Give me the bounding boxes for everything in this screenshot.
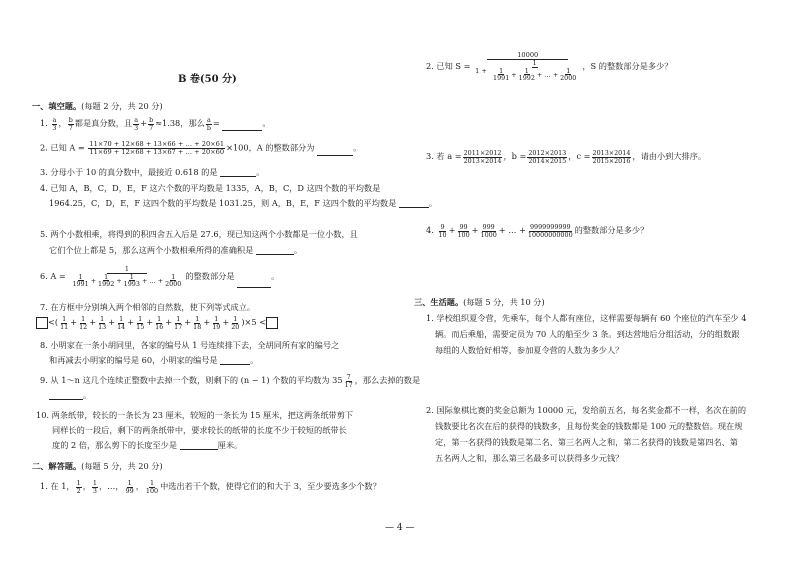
s1-question-10-line-3 xyxy=(52,440,242,450)
question-text: 从 1～n 这几个连续正整数中去掉一个数，则剩下的 (n − 1) 个数的平均数为 35 xyxy=(50,375,343,386)
numerator: 1 xyxy=(195,315,200,323)
s1-question-9 xyxy=(40,374,420,388)
numerator: 1 xyxy=(499,66,504,75)
section-1-heading xyxy=(32,101,163,111)
s2-question-1: 1. 在 1， $\frac{1}{2}$ ， $\frac{1}{3}$ ，…， $\frac{1}{99}$ ， $\frac{1}{100}$ 中选出若干个数，使得它们的和大于 3，至少要选多少个数？ xyxy=(40,479,381,495)
numerator: 1 xyxy=(233,315,238,323)
denominator: 15 xyxy=(136,322,145,331)
numerator: 1 xyxy=(62,315,67,323)
question-text: 已知 A，B，C，D，E，F 这六个数的平均数是 1335，A，B，C，D 这四个数的平均数是 xyxy=(50,183,381,193)
fraction-b-7 xyxy=(68,117,74,131)
numerator: 1 xyxy=(176,315,181,323)
question-text: ×100，A 的整数部分为 xyxy=(226,142,315,153)
page-number: — 4 — xyxy=(385,523,415,533)
reciprocal-terms xyxy=(58,315,241,331)
numerator: 1 xyxy=(127,479,132,487)
question-number: 2. xyxy=(426,61,434,72)
s2-question-3 xyxy=(426,150,706,164)
numerator: 1 xyxy=(76,479,81,487)
s1-question-7 xyxy=(40,302,255,312)
continued-fraction xyxy=(474,52,581,82)
denominator: 2015×2016 xyxy=(592,156,631,165)
question-number: 8. xyxy=(40,340,48,350)
question-text: 两条纸带，较长的一条长为 23 厘米，较短的一条长为 15 厘米，把这两条纸带剪下 xyxy=(51,410,354,420)
numerator: 1 xyxy=(92,479,97,487)
section-1-note: (每题 2 分，共 20 分) xyxy=(81,101,163,111)
numerator: 11×70 + 12×68 + 13×66 + … + 20×61 xyxy=(89,140,225,148)
expression-close: )×5 < xyxy=(241,317,267,328)
s2-question-2 xyxy=(426,52,672,82)
section-2-note: (每题 5 分，共 20 分) xyxy=(81,461,163,471)
denominator: 1000 xyxy=(480,230,497,239)
question-number: 7. xyxy=(40,302,48,312)
plus-sign: + xyxy=(203,317,211,328)
s3-question-2-line-3 xyxy=(435,437,738,447)
plus-sign: + xyxy=(222,317,230,328)
numerator: 1 xyxy=(129,272,134,281)
numerator: 9999999999 xyxy=(529,223,571,231)
question-text: 定，第一名获得的钱数是第二名、第三名两人之和，第二名获得的钱数是第四名、第 xyxy=(435,437,738,447)
fraction-1-99 xyxy=(125,480,135,494)
numerator: 1 xyxy=(566,66,571,75)
denominator: 20 xyxy=(231,322,240,331)
numerator: a xyxy=(134,116,139,124)
expression-open: <( xyxy=(48,317,59,328)
numerator: 9 xyxy=(440,223,445,231)
question-text: A = xyxy=(50,271,66,282)
fraction-1-18 xyxy=(192,316,202,330)
fraction-1-1992 xyxy=(518,68,536,82)
answer-blank[interactable] xyxy=(222,121,262,131)
denominator: 10000000000 xyxy=(527,230,573,239)
numerator: 1 xyxy=(214,315,219,323)
denominator: 19 xyxy=(212,322,221,331)
s3-question-1-line-3 xyxy=(435,345,623,355)
fraction-1-2 xyxy=(76,480,82,494)
denominator: 1991 xyxy=(493,74,510,83)
denominator: 1992 xyxy=(518,74,535,83)
denominator: 1991 xyxy=(72,280,89,289)
question-text: 和再减去小明家的编号是 60，小明家的编号是 xyxy=(49,355,218,365)
ellipsis: + … + xyxy=(141,276,164,285)
section-3-heading xyxy=(414,297,545,307)
s1-question-9-blank-line: 。 xyxy=(49,390,91,400)
fraction-a-b xyxy=(206,117,212,131)
equals-sign: = xyxy=(212,118,220,129)
numerator: b xyxy=(149,116,154,124)
s3-question-1 xyxy=(426,313,746,323)
denominator xyxy=(474,60,581,82)
fraction-1-17 xyxy=(173,316,183,330)
s2-question-4: 4. $\frac{9}{10}$ + $\frac{99}{100}$ + $\frac{999}{1000}$ + … + $\frac{9999999999}{10000000000}$ 的整数部分是多少？ xyxy=(426,223,649,239)
reciprocal-sum-fraction xyxy=(69,266,184,288)
section-3-note: (每题 5 分，共 10 分) xyxy=(463,297,545,307)
fraction-1-16 xyxy=(154,316,164,330)
answer-box-left[interactable] xyxy=(36,317,48,329)
fraction-9-10 xyxy=(437,224,447,238)
numerator: 1 xyxy=(78,272,83,281)
denominator: 7 xyxy=(68,123,73,132)
denominator: 2 xyxy=(76,486,81,495)
plus-sign: + xyxy=(140,118,148,129)
fraction-7-17 xyxy=(344,374,354,388)
plus-sign: + xyxy=(127,317,135,328)
fraction-1-19 xyxy=(211,316,221,330)
fraction-c xyxy=(592,150,632,164)
section-2-heading xyxy=(32,461,163,471)
question-text: ，b = xyxy=(503,151,527,162)
question-text: 五名两人之和，那么第三名最多可以获得多少元钱？ xyxy=(435,453,624,463)
answer-blank[interactable] xyxy=(220,355,250,365)
fraction-1-20 xyxy=(230,316,240,330)
s1-question-10-line-2 xyxy=(52,425,347,435)
numerator: 1 xyxy=(524,66,529,75)
question-text: 已知 S = xyxy=(436,61,471,72)
denominator: $\frac{1}{1991}$ + $\frac{1}{1992}$ + … + $\frac{1}{2000}$ xyxy=(493,66,577,83)
question-text: 都是真分数，且 xyxy=(74,118,133,129)
ellipsis: ，…， xyxy=(98,481,124,492)
s1-question-8 xyxy=(40,340,339,350)
answer-blank[interactable] xyxy=(49,390,83,400)
s1-question-1: 1. $\frac{a}{3}$ ， $\frac{b}{7}$ 都是真分数，且 $\frac{a}{3}$ + $\frac{b}{7}$ ≈1.38，那么 $\frac{a}{b}$ = 。 xyxy=(40,116,271,132)
question-text: 中选出若干个数，使得它们的和大于 3，至少要选多少个数？ xyxy=(160,481,381,492)
question-number: 4. xyxy=(40,183,48,193)
question-number: 3. xyxy=(40,167,48,177)
question-text: 小明家在一条小胡同里，各家的编号从 1 号连续排下去，全胡同所有家的编号之 xyxy=(50,340,340,350)
question-number: 5. xyxy=(40,229,48,239)
fraction-1-12 xyxy=(78,316,88,330)
ellipsis: + … + xyxy=(498,225,526,236)
numerator: 1 xyxy=(157,315,162,323)
question-text: 国际象棋比赛的奖金总额为 10000 元，发给前五名，每名奖金都不一样，名次在前的 xyxy=(436,405,747,415)
inner-fraction xyxy=(490,60,579,82)
fraction-1-2000 xyxy=(559,68,577,82)
numerator: b xyxy=(68,116,73,124)
question-text: 分母小于 10 的真分数中，最接近 0.618 的是 xyxy=(50,167,218,177)
denominator: 12 xyxy=(79,322,88,331)
denominator: 11×69 + 12×68 + 13×67 + … + 20×60 xyxy=(89,147,225,156)
denominator: 99 xyxy=(125,486,134,495)
numerator: 1 xyxy=(100,315,105,323)
question-number: 9. xyxy=(40,375,48,386)
numerator: 1 xyxy=(119,315,124,323)
fraction-1-1991 xyxy=(492,68,510,82)
fraction-1-1992 xyxy=(97,274,115,288)
fraction-1-2000 xyxy=(164,274,182,288)
numerator: 1 xyxy=(149,479,155,487)
denominator: 11 xyxy=(60,322,69,331)
question-text: 同样长的一段后，剩下的两条纸带中，要求较长的纸带的长度不少于较短的纸带长 xyxy=(52,425,347,435)
question-text: 已知 A = xyxy=(50,142,85,153)
numerator: 2011×2012 xyxy=(463,149,502,157)
question-number: 2. xyxy=(40,142,48,153)
question-text: 它们个位上都是 5，那么这两个小数相乘所得的准确积是 xyxy=(49,245,254,255)
fraction-1-15 xyxy=(135,316,145,330)
question-text: 的整数部分是 xyxy=(185,271,235,282)
question-number: 2. xyxy=(426,405,434,415)
answer-blank[interactable] xyxy=(180,440,218,450)
denominator: 10 xyxy=(438,230,447,239)
numerator: 1 xyxy=(138,315,143,323)
numerator: 10000 xyxy=(487,52,568,60)
fraction-1-11 xyxy=(59,316,69,330)
fraction-1-100 xyxy=(145,480,159,494)
section-3-label: 三、生活题。 xyxy=(414,297,464,307)
denominator: 1993 xyxy=(123,280,140,289)
question-number: 4. xyxy=(426,225,434,236)
question-text: 学校组织夏令营，先乘车，每个人都有座位，这样需要每辆有 60 个座位的汽车至少 4 xyxy=(436,313,747,323)
denominator: $\frac{1}{1991}$ + $\frac{1}{1992}$ + $\frac{1}{1993}$ + … + $\frac{1}{2000}$ xyxy=(72,272,182,289)
question-text: ，c = xyxy=(568,151,591,162)
s1-question-6: 6. A = 1 $\frac{1}{1991}$ + $\frac{1}{1992}$ + $\frac{1}{1993}$ + … + $\frac{1}{2000}$ 的整数部分是 。 xyxy=(40,265,280,289)
plus-sign: + xyxy=(89,317,97,328)
one-plus: 1 + xyxy=(475,67,487,75)
numerator: 7 xyxy=(346,373,351,381)
fraction-1-13 xyxy=(97,316,107,330)
question-text: ，S 的整数部分是多少？ xyxy=(582,61,673,72)
section-2-label: 二、解答题。 xyxy=(32,461,82,471)
numerator: a xyxy=(52,116,57,124)
question-text: ≈1.38，那么 xyxy=(155,118,205,129)
s3-question-1-line-2 xyxy=(435,329,739,339)
unit-text: 厘米。 xyxy=(217,440,243,450)
s1-question-4-line-2: 1964.25，C，D，E，F 这四个数的平均数是 1031.25，则 A，B，E，F 这四个数的平均数是 。 xyxy=(49,198,438,208)
numerator: 999 xyxy=(482,223,495,231)
denominator: 18 xyxy=(193,322,202,331)
plus-sign: + xyxy=(108,317,116,328)
s1-question-8-line-2: 和再减去小明家的编号是 60，小明家的编号是 。 xyxy=(49,355,259,365)
s1-question-10 xyxy=(36,410,353,420)
numerator: 1 xyxy=(81,315,86,323)
denominator: 14 xyxy=(117,322,126,331)
s1-question-7-expression xyxy=(36,316,278,330)
plus-sign: + xyxy=(70,317,78,328)
question-text: 1964.25，C，D，E，F 这四个数的平均数是 1031.25，则 A，B，E，F 这四个数的平均数是 xyxy=(49,198,397,208)
fraction-a xyxy=(463,150,503,164)
s1-question-4 xyxy=(40,183,380,193)
answer-blank[interactable] xyxy=(237,278,271,288)
fraction-long xyxy=(527,224,574,238)
denominator: 17 xyxy=(344,380,353,389)
fraction-1-3 xyxy=(92,480,98,494)
fraction-1-14 xyxy=(116,316,126,330)
s3-question-2 xyxy=(426,405,746,415)
question-text: ，请由小到大排序。 xyxy=(632,151,707,162)
ellipsis: + … + xyxy=(536,70,559,79)
denominator: 2000 xyxy=(165,280,182,289)
denominator: 100 xyxy=(457,230,470,239)
fraction-product-sum xyxy=(88,141,225,156)
denominator: 3 xyxy=(134,123,139,132)
s1-question-5-line-2: 它们个位上都是 5，那么这两个小数相乘所得的准确积是 。 xyxy=(49,245,303,255)
answer-blank[interactable] xyxy=(256,245,294,255)
denominator: 13 xyxy=(98,322,107,331)
question-number: 6. xyxy=(40,271,48,282)
answer-blank[interactable] xyxy=(220,167,256,177)
fraction-99-100 xyxy=(456,224,470,238)
question-text: 钱数要比名次在后的获得的钱数多，且每份奖金的钱数都是 100 元的整数倍。现在规 xyxy=(435,421,743,431)
answer-box-right[interactable] xyxy=(266,317,278,329)
numerator: 2013×2014 xyxy=(592,149,631,157)
question-number: 1. xyxy=(40,481,48,492)
question-number: 3. xyxy=(426,151,434,162)
section-title: B 卷(50 分) xyxy=(178,74,237,85)
denominator: 16 xyxy=(155,322,164,331)
denominator: 17 xyxy=(174,322,183,331)
plus-sign: + xyxy=(184,317,192,328)
answer-blank[interactable] xyxy=(317,146,353,156)
numerator: a xyxy=(206,116,211,124)
denominator: 2014×2015 xyxy=(528,156,567,165)
numerator: 1 xyxy=(107,266,147,274)
denominator: 3 xyxy=(92,486,97,495)
fraction-b-7-sum xyxy=(148,117,154,131)
question-text: ，那么去掉的数是 xyxy=(354,375,421,386)
s1-question-5 xyxy=(40,229,358,239)
plus-sign: + xyxy=(165,317,173,328)
denominator: 100 xyxy=(145,486,159,495)
numerator: 99 xyxy=(459,223,468,231)
section-1-label: 一、填空题。 xyxy=(32,101,82,111)
fraction-1-1993 xyxy=(123,274,141,288)
numerator: 1 xyxy=(171,272,176,281)
s3-question-2-line-2 xyxy=(435,421,742,431)
denominator: 7 xyxy=(149,123,154,132)
question-number: 1. xyxy=(40,118,48,129)
fraction-b xyxy=(527,150,567,164)
fraction-a-3-sum xyxy=(133,117,139,131)
question-number: 10. xyxy=(36,410,50,420)
fraction-a-3 xyxy=(51,117,57,131)
numerator: 1 xyxy=(104,272,109,281)
question-number: 1. xyxy=(426,313,434,323)
question-text: 在 1， xyxy=(50,481,75,492)
question-text: 辆。而后乘船，需要定员为 70 人的船至少 3 条。到达营地后分组活动，分的组数跟 xyxy=(435,329,740,339)
question-text: 每组的人数恰好相等，参加夏令营的人数为多少人？ xyxy=(435,345,624,355)
denominator: 3 xyxy=(52,123,57,132)
fraction-999-1000 xyxy=(480,224,498,238)
s1-question-3: 3. 分母小于 10 的真分数中，最接近 0.618 的是 。 xyxy=(40,167,265,177)
s1-question-2: 2. 已知 A = $\frac{11\times 70 + 12\times 68 + 13\times 66 + \dots + 20\times 61}{11\times 69 + 12\times 68 + 13\times 67 + \dots + 20\times 60}$ ×100，A 的整数部分为 。 xyxy=(40,140,362,156)
s3-question-2-line-4 xyxy=(435,453,623,463)
question-text: 两个小数相乘，将得到的积四舍五入后是 27.6，现已知这两个小数都是一位小数，且 xyxy=(50,229,358,239)
numerator: 2012×2013 xyxy=(528,149,567,157)
denominator: 1992 xyxy=(98,280,115,289)
question-text: 若 a = xyxy=(436,151,462,162)
answer-blank[interactable] xyxy=(399,198,429,208)
question-text: 在方框中分别填入两个相邻的自然数，使下列等式成立。 xyxy=(50,302,256,312)
question-text: 的整数部分是多少？ xyxy=(574,225,649,236)
question-text: 度的 2 倍，那么剪下的长度至少是 xyxy=(52,440,178,450)
plus-sign: + xyxy=(146,317,154,328)
fraction-1-1991 xyxy=(71,274,89,288)
denominator: 2000 xyxy=(560,74,577,83)
denominator: 2013×2014 xyxy=(463,156,502,165)
numerator: 1 xyxy=(532,58,537,67)
denominator: b xyxy=(206,123,211,132)
